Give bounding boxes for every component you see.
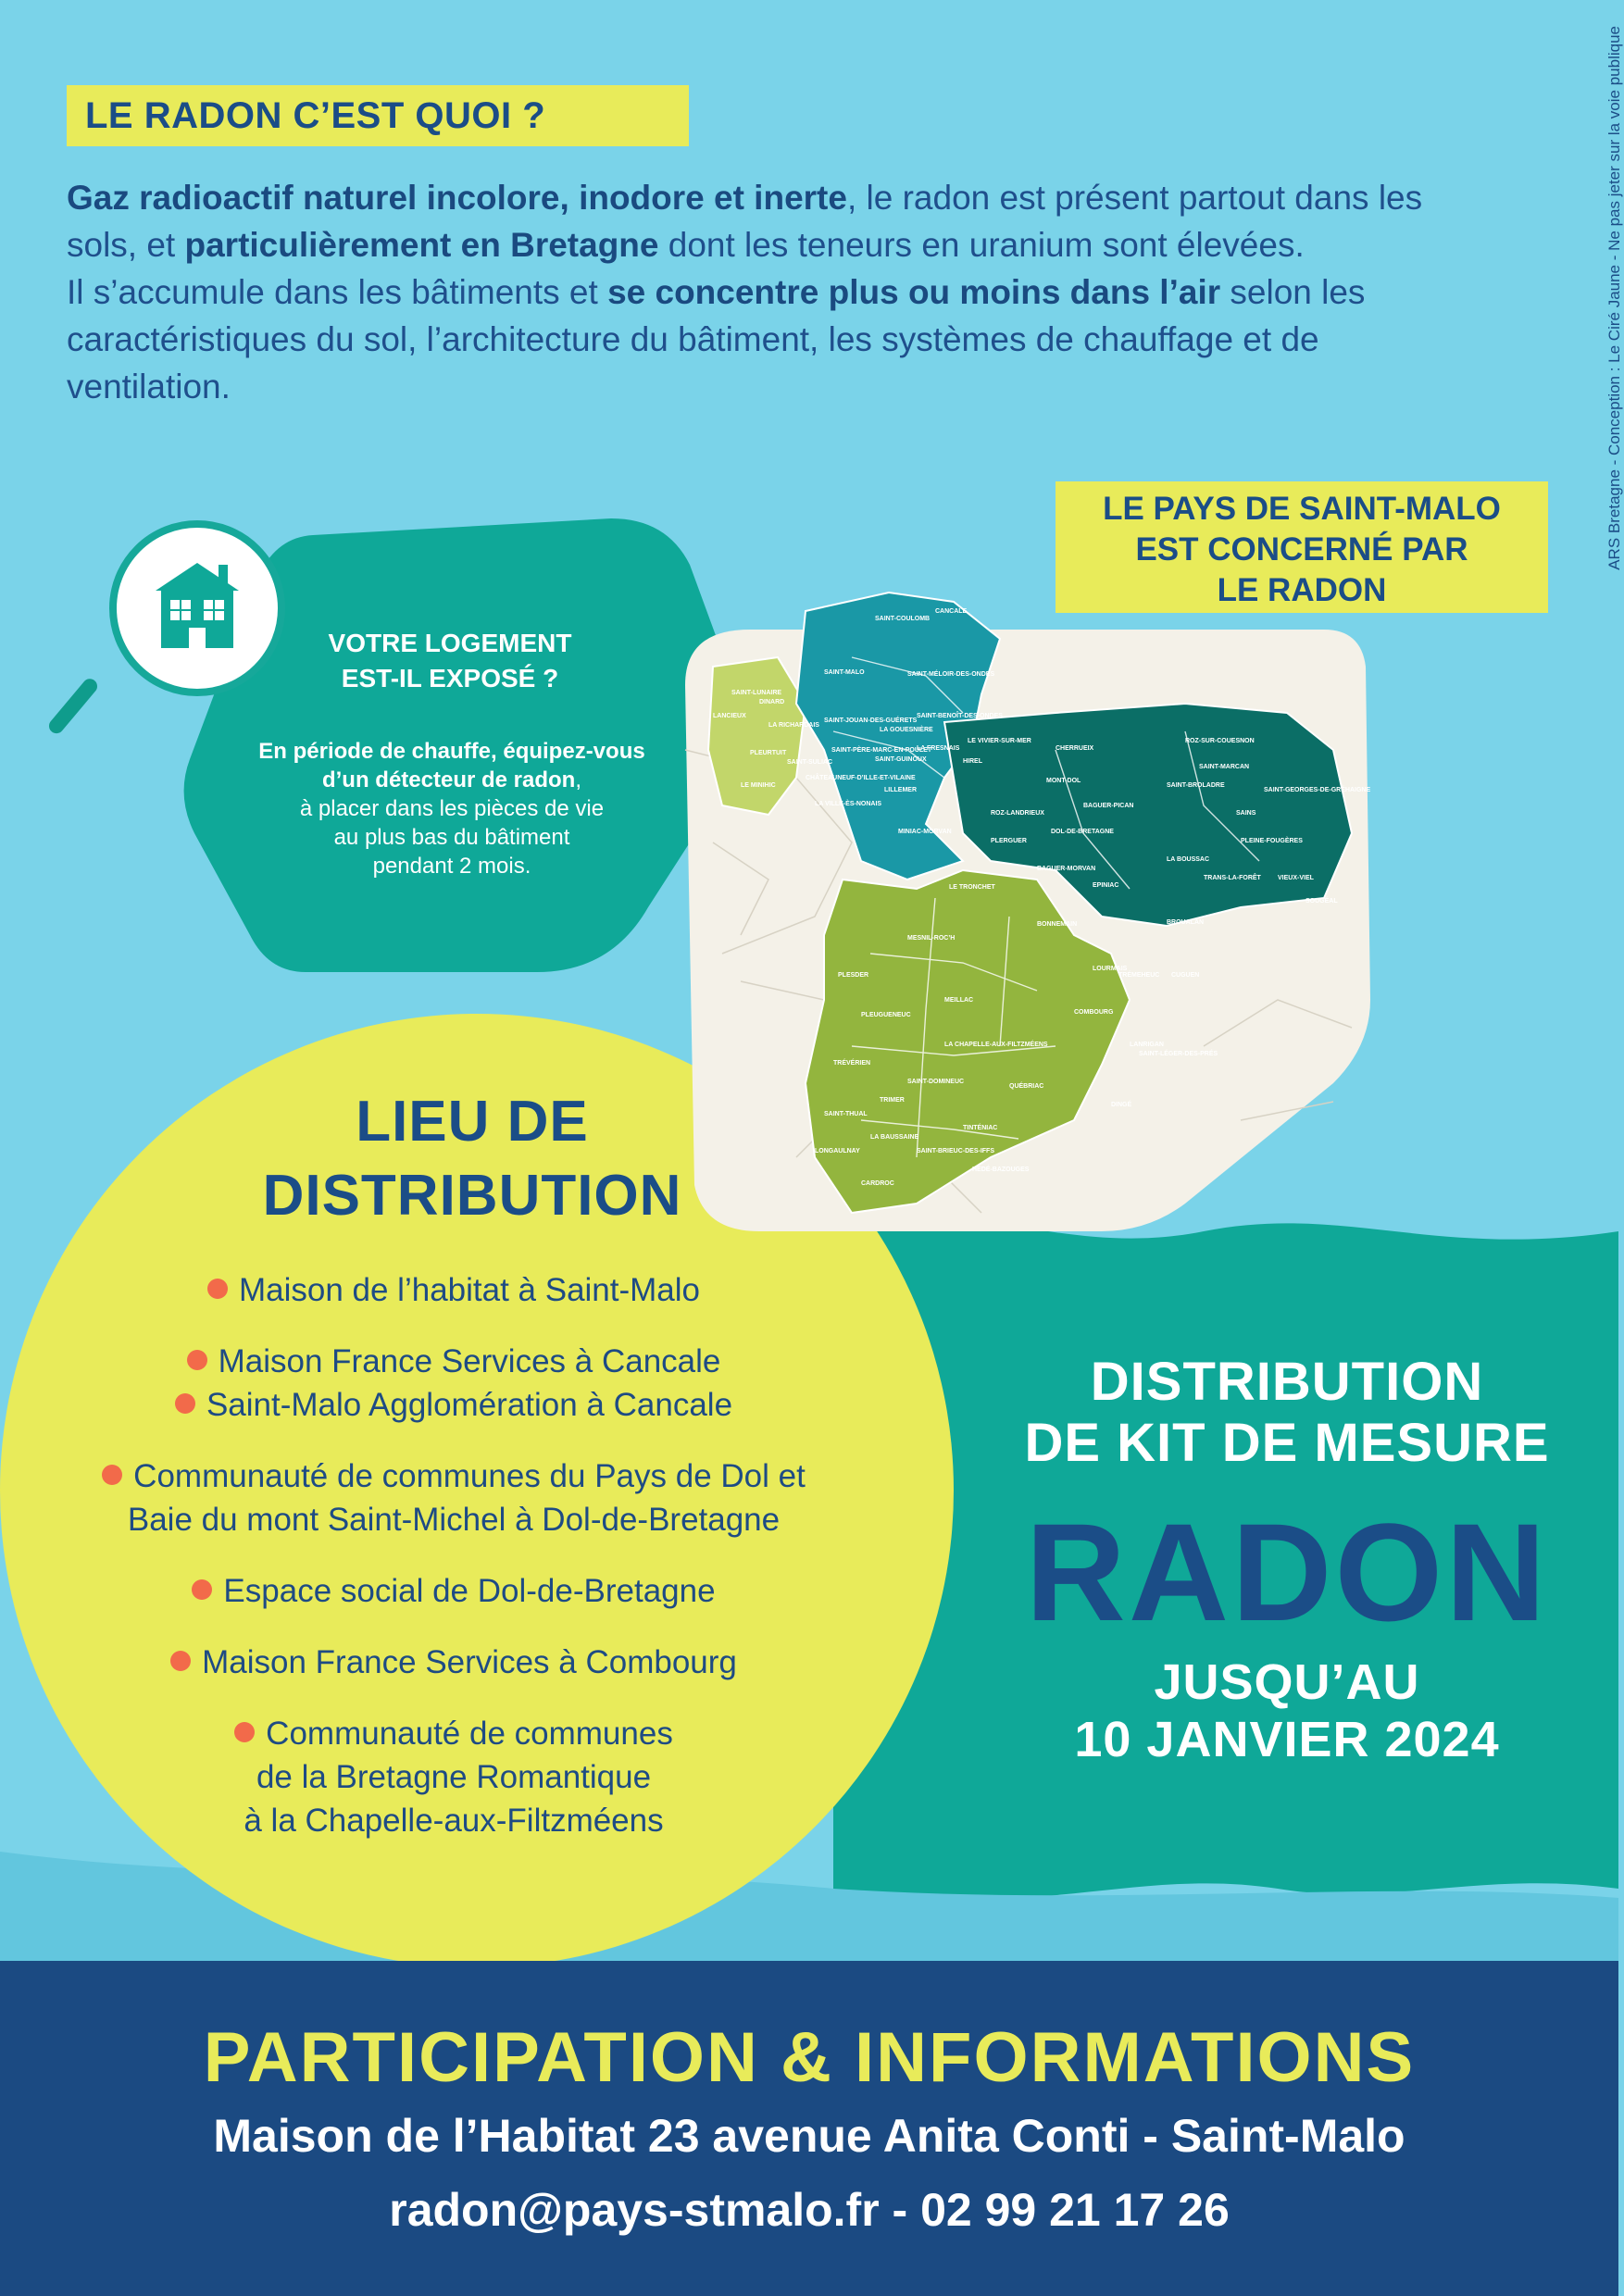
map-label: TINTÉNIAC: [963, 1125, 998, 1131]
bullet-dot-icon: [102, 1465, 122, 1485]
map-label: SAINT-JOUAN-DES-GUÉRETS: [824, 718, 918, 724]
map-label: SAINT-BROLADRE: [1167, 782, 1225, 789]
bullet-dot-icon: [187, 1350, 207, 1370]
intro-text: [67, 174, 1483, 410]
map-label: LE MINIHIC: [741, 782, 776, 789]
list-item: Maison France Services à Cancale Saint-Malo Agglomération à Cancale: [56, 1340, 852, 1427]
map-label: PLEINE-FOUGÈRES: [1241, 838, 1303, 844]
list-item: Communauté de communes du Pays de Dol et Baie du mont Saint-Michel à Dol-de-Bretagne: [56, 1454, 852, 1541]
map-label: SAINT-BRIEUC-DES-IFFS: [917, 1148, 994, 1154]
map-label: SAINT-LÉGER-DES-PRÉS: [1139, 1051, 1218, 1057]
map-label: MESNIL-ROC’H: [907, 935, 956, 942]
map-label: LANRIGAN: [1130, 1042, 1164, 1048]
map-label: PLEURTUIT: [750, 750, 787, 756]
magnifier-icon: [109, 520, 285, 696]
map-label: EPINIAC: [1093, 882, 1119, 889]
map-label: LANCIEUX: [713, 713, 746, 719]
map-label: LE VIVIER-SUR-MER: [968, 738, 1031, 744]
map-label: LA RICHARDAIS: [768, 722, 819, 729]
map-label: VIEUX-VIEL: [1278, 875, 1314, 881]
map-label: CUGUEN: [1171, 972, 1200, 979]
list-item: Communauté de communes de la Bretagne Romantique à la Chapelle-aux-Filtzméens: [56, 1712, 852, 1842]
exposure-title: VOTRE LOGEMENT EST-IL EXPOSÉ ?: [328, 629, 572, 693]
map-label: CANCALE: [935, 608, 968, 615]
map-label: COMBOURG: [1074, 1009, 1114, 1016]
map-label: PLEUGUENEUC: [861, 1012, 911, 1018]
saint-malo-concerned-tag: LE PAYS DE SAINT-MALO EST CONCERNÉ PAR LE RADON: [1056, 481, 1548, 613]
map-label: SAINT-LUNAIRE: [731, 690, 782, 696]
map-label: HIREL: [963, 758, 982, 765]
map-label: SAINT-GUINOUX: [875, 756, 927, 763]
credit-text: ARS Bretagne - Conception : Le Ciré Jaune - Ne pas jeter sur la voie publique: [1605, 26, 1623, 570]
map-label: BAGUER-MORVAN: [1037, 866, 1096, 872]
list-item: Maison France Services à Combourg: [56, 1641, 852, 1684]
list-item: Maison de l’habitat à Saint-Malo: [56, 1268, 852, 1312]
footer-contact: radon@pays-stmalo.fr - 02 99 21 17 26: [389, 2184, 1230, 2236]
map-label: TRÉVÉRIEN: [833, 1060, 871, 1067]
map-label: TRÉMEHEUC: [1118, 972, 1160, 979]
intro-paragraph-1: Gaz radioactif naturel incolore, inodore et inerte, le radon est présent partout dans les sols, et particulièrement en Bretagne dont les teneurs en uranium sont élevées.: [67, 179, 1423, 264]
bullet-dot-icon: [192, 1579, 212, 1600]
map-label: CARDROC: [861, 1180, 894, 1187]
bullet-dot-icon: [207, 1279, 228, 1299]
map-label: SOUGÉAL: [1305, 898, 1338, 905]
kit-title: DISTRIBUTION DE KIT DE MESURE: [1024, 1352, 1550, 1473]
map-label: SAINT-GEORGES-DE-GRÉHAIGNE: [1264, 787, 1371, 793]
map-label: TRIMER: [880, 1097, 905, 1104]
map-label: SAINT-MÉLOIR-DES-ONDES: [907, 671, 995, 678]
map-label: LA GOUESNIÈRE: [880, 727, 933, 733]
map-label: LOURMAIS: [1093, 966, 1128, 972]
map-label: LONGAULNAY: [815, 1148, 860, 1154]
end-date: JUSQU’AU 10 JANVIER 2024: [1074, 1654, 1500, 1767]
map-label: CHERRUEIX: [1056, 745, 1094, 752]
distribution-places: [56, 1268, 852, 1870]
map-label: BAGUER-PICAN: [1083, 803, 1134, 809]
map-label: BROUALAN: [1167, 919, 1205, 926]
map-label: DINGÉ: [1111, 1102, 1132, 1108]
map-label: SAINT-BENOÎT-DES-ONDES: [917, 713, 1003, 719]
map-label: MINIAC-MORVAN: [898, 829, 952, 835]
map-label: ROZ-SUR-COUESNON: [1185, 738, 1255, 744]
footer-address: Maison de l’Habitat 23 avenue Anita Conti - Saint-Malo: [213, 2110, 1405, 2162]
map-label: PLESDER: [838, 972, 869, 979]
map-label: LA CHAPELLE-AUX-FILTZMÉENS: [944, 1042, 1048, 1048]
map-label: SAINT-SULIAC: [787, 759, 832, 766]
map-label: SAINT-THUAL: [824, 1111, 868, 1117]
map-label: LA FRESNAIS: [917, 745, 960, 752]
list-item: Espace social de Dol-de-Bretagne: [56, 1569, 852, 1613]
map-label: TRANS-LA-FORÊT: [1204, 875, 1261, 881]
map-label: PLERGUER: [991, 838, 1027, 844]
intro-paragraph-2: Il s’accumule dans les bâtiments et se concentre plus ou moins dans l’air selon les caractéristiques du sol, l’architecture du bâtiment, les systèmes de chauffage et de ventilation.: [67, 273, 1366, 406]
bullet-dot-icon: [234, 1722, 255, 1742]
map-label: LE TRONCHET: [949, 884, 995, 891]
map-label: SAINS: [1236, 810, 1256, 817]
map-label: LA BAUSSAINE: [870, 1134, 919, 1141]
map-label: MEILLAC: [944, 997, 974, 1004]
house-icon: [117, 528, 278, 689]
map-label: LILLEMER: [884, 787, 917, 793]
map-label: DINARD: [759, 699, 785, 705]
map-label: QUÉBRIAC: [1009, 1083, 1044, 1090]
map-label: SAINT-COULOMB: [875, 616, 931, 622]
pays-saint-malo-map: [685, 565, 1370, 1231]
bullet-dot-icon: [170, 1651, 191, 1671]
map-label: CHÂTEAUNEUF-D’ILLE-ET-VILAINE: [806, 775, 916, 781]
map-label: SAINT-MARCAN: [1199, 764, 1250, 770]
map-label: SAINT-MALO: [824, 669, 865, 676]
exposure-text: En période de chauffe, équipez-vous d’un détecteur de radon, à placer dans les pièces de vie au plus bas du bâtiment pendant 2 mois.: [258, 739, 645, 879]
map-label: SAINT-PÈRE-MARC-EN-POULET: [831, 747, 932, 754]
distribution-title: LIEU DE DISTRIBUTION: [262, 1090, 682, 1228]
map-label: LA BOUSSAC: [1167, 856, 1210, 863]
map-label: ROZ-LANDRIEUX: [991, 810, 1044, 817]
radon-heading: RADON: [1025, 1494, 1549, 1650]
map-label: LA VILLE-ÈS-NONAIS: [815, 801, 882, 807]
footer-title: PARTICIPATION & INFORMATIONS: [203, 2018, 1416, 2097]
map-label: SAINT-DOMINEUC: [907, 1079, 965, 1085]
map-label: DOL-DE-BRETAGNE: [1051, 829, 1114, 835]
map-label: BONNEMAIN: [1037, 921, 1078, 928]
map-label: HÉDÉ-BAZOUGES: [972, 1167, 1030, 1173]
map-label: MONT-DOL: [1046, 778, 1081, 784]
radon-question-tag: LE RADON C’EST QUOI ?: [67, 85, 689, 146]
bullet-dot-icon: [175, 1393, 195, 1414]
